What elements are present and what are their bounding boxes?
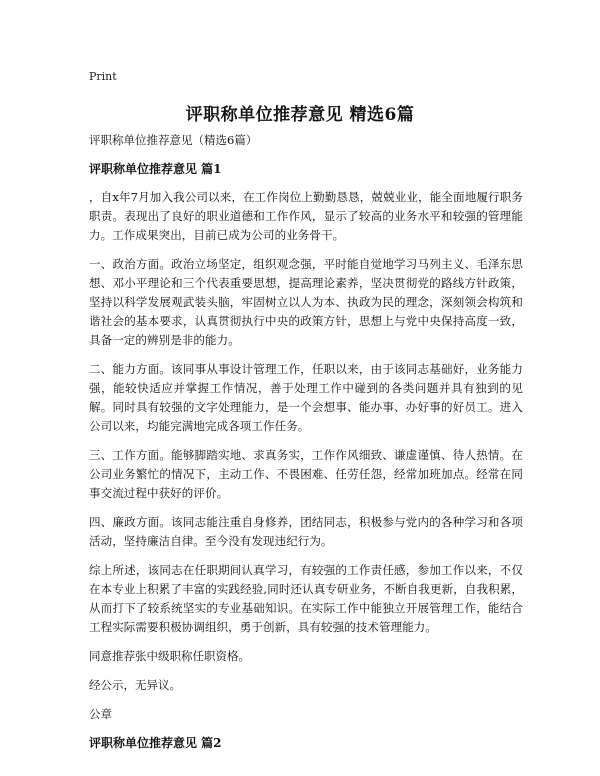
recommendation-text: 同意推荐张中级职称任职资格。 <box>89 649 250 663</box>
print-label[interactable]: Print <box>89 70 117 83</box>
seal-text: 公章 <box>89 707 112 721</box>
paragraph-intro: ，自x年7月加入我公司以来，在工作岗位上勤勤恳恳，兢兢业业，能全面地履行职务职责。表现出了良好的职业道德和工作作风，显示了较高的业务水平和较强的管理能力。工作成果突出，目前已成为公司的业务骨干。 <box>89 190 523 242</box>
notice-text: 经公示，无异议。 <box>89 678 181 692</box>
paragraph-politics: 一、政治方面。政治立场坚定，组织观念强，平时能自觉地学习马列主义、毛泽东思想、邓小平理论和三个代表重要思想，提高理论素养，坚决贯彻党的路线方针政策，坚持以科学发展观武装头脑，牢固树立以人为本、执政为民的理念，深刻领会构筑和谐社会的基本要求，认真贯彻执行中央的政策方针，思想上与党中央保持高度一致，具备一定的辨别是非的能力。 <box>89 257 523 347</box>
document-body <box>89 131 523 753</box>
section-heading-2: 评职称单位推荐意见 篇2 <box>89 736 222 750</box>
paragraph-ability: 二、能力方面。该同事从事设计管理工作，任职以来，由于该同志基础好，业务能力强，能较快适应并掌握工作情况，善于处理工作中碰到的各类问题并具有独到的见解。同时具有较强的文字处理能力，是一个会想事、能办事、办好事的好员工。进入公司以来，均能完满地完成各项工作任务。 <box>89 362 523 433</box>
document-title: 评职称单位推荐意见 精选6篇 <box>185 105 415 125</box>
section-heading-1: 评职称单位推荐意见 篇1 <box>89 162 222 176</box>
paragraph-work: 三、工作方面。能够脚踏实地、求真务实，工作作风细致、谦虚谨慎、待人热情。在公司业务繁忙的情况下，主动工作、不畏困难、任劳任怨，经常加班加点。经常在同事交流过程中获好的评价。 <box>89 448 523 500</box>
paragraph-integrity: 四、廉政方面。该同志能注重自身修养，团结同志，积极参与党内的各种学习和各项活动，坚持廉洁自律。至今没有发现违纪行为。 <box>89 515 523 548</box>
document-subtitle: 评职称单位推荐意见（精选6篇） <box>89 133 258 147</box>
paragraph-summary: 综上所述，该同志在任职期间认真学习，有较强的工作责任感，参加工作以来，不仅在本专业上积累了丰富的实践经验,同时还认真专研业务，不断自我更新，自我积累，从而打下了较系统坚实的专业基础知识。在实际工作中能独立开展管理工作，能结合工程实际需要积极协调组织，勇于创新，具有较强的技术管理能力。 <box>89 563 523 634</box>
